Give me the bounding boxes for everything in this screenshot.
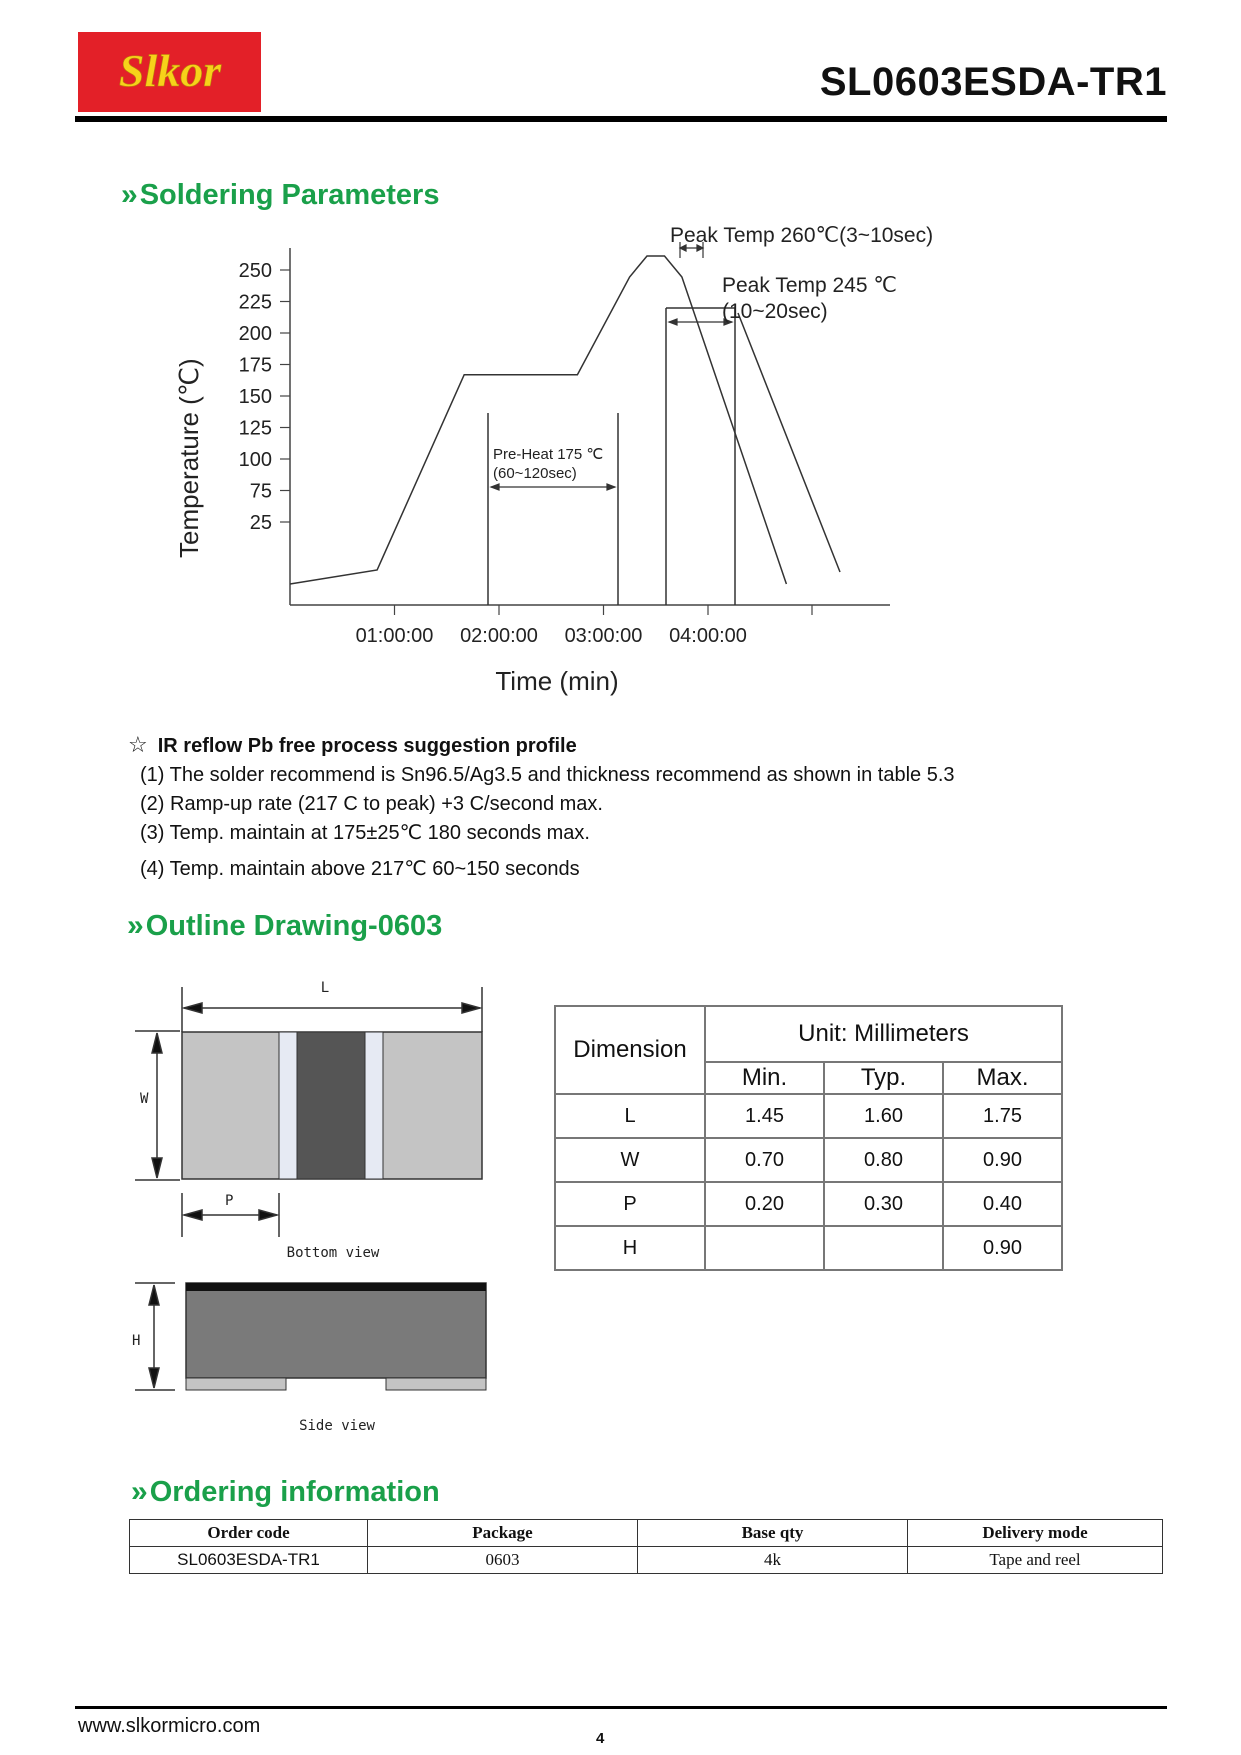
y-ticks — [239, 260, 290, 534]
table-row — [555, 1094, 1062, 1138]
reflow-notes — [128, 730, 1088, 884]
reflow-profile-chart — [160, 224, 1020, 708]
max-header: Max. — [943, 1062, 1062, 1094]
table-row — [555, 1138, 1062, 1182]
typ-cell — [824, 1226, 943, 1270]
notes-heading-text: IR reflow Pb free process suggestion profile — [157, 735, 577, 757]
logo-wordmark — [78, 32, 261, 112]
y-tick-label: 200 — [238, 323, 272, 345]
ordering-table — [129, 1519, 1163, 1574]
y-tick-label: 75 — [249, 480, 272, 503]
min-header: Min. — [705, 1062, 824, 1094]
table-row — [555, 1182, 1062, 1226]
reflow-profile-line — [290, 256, 786, 584]
label-W: W — [140, 1091, 149, 1107]
label-L: L — [320, 980, 330, 996]
base-qty-cell: 4k — [638, 1547, 908, 1574]
star-icon: ☆ — [128, 732, 148, 757]
arrow-head — [607, 484, 615, 490]
note-item: (1) The solder recommend is Sn96.5/Ag3.5 and thickness recommend as shown in table 5.3 — [140, 764, 955, 786]
y-tick-label: 25 — [249, 512, 272, 534]
min-cell: 0.20 — [705, 1182, 824, 1226]
typ-header: Typ. — [824, 1062, 943, 1094]
dimension-table — [554, 1005, 1063, 1271]
x-axis-title: Time (min) — [495, 666, 619, 696]
dim-cell: W — [555, 1138, 705, 1182]
side-view-body — [186, 1283, 486, 1390]
section-title: Soldering Parameters — [139, 179, 440, 211]
dimension-header: Dimension — [555, 1006, 705, 1094]
y-tick-label: 150 — [238, 386, 272, 408]
peak260-label: Peak Temp 260℃(3~10sec) — [670, 224, 934, 247]
section-heading-soldering — [121, 178, 439, 212]
y-tick-label: 225 — [238, 291, 272, 314]
table-header-row — [130, 1520, 1163, 1547]
typ-cell: 1.60 — [824, 1094, 943, 1138]
dim-cell: L — [555, 1094, 705, 1138]
package-header: Package — [368, 1520, 638, 1547]
dim-cell: P — [555, 1182, 705, 1226]
x-tick-label: 01:00:00 — [355, 625, 434, 647]
page-number: 4 — [596, 1730, 605, 1747]
chevron-icon: » — [131, 1475, 148, 1508]
chevron-icon: » — [121, 178, 138, 211]
max-cell: 0.40 — [943, 1182, 1062, 1226]
dimension-L — [182, 987, 482, 1032]
order-code-cell: SL0603ESDA-TR1 — [130, 1547, 368, 1574]
preheat-label-line1: Pre-Heat 175 ℃ — [493, 446, 604, 463]
arrow-head — [491, 484, 499, 490]
section-heading-outline — [127, 909, 442, 943]
section-heading-ordering — [131, 1475, 440, 1509]
label-P: P — [225, 1193, 234, 1209]
base-qty-header: Base qty — [638, 1520, 908, 1547]
max-cell: 1.75 — [943, 1094, 1062, 1138]
typ-cell: 0.30 — [824, 1182, 943, 1226]
y-tick-label: 250 — [238, 260, 272, 282]
chevron-icon: » — [127, 909, 144, 942]
max-cell: 0.90 — [943, 1138, 1062, 1182]
dimension-H — [135, 1283, 175, 1390]
outline-drawing — [120, 975, 500, 1455]
note-item: (3) Temp. maintain at 175±25℃ 180 seconds max. — [140, 822, 590, 844]
table-row — [130, 1547, 1163, 1574]
notes-heading — [128, 730, 1088, 761]
note-item: (2) Ramp-up rate (217 C to peak) +3 C/second max. — [140, 793, 603, 815]
unit-header: Unit: Millimeters — [705, 1006, 1062, 1062]
y-axis-title: Temperature (℃) — [174, 358, 204, 558]
order-code-header: Order code — [130, 1520, 368, 1547]
side-view-caption: Side view — [299, 1418, 375, 1434]
typ-cell: 0.80 — [824, 1138, 943, 1182]
min-cell: 1.45 — [705, 1094, 824, 1138]
y-tick-label: 175 — [238, 354, 272, 377]
footer-divider — [75, 1706, 1167, 1709]
y-tick-label: 125 — [238, 417, 272, 440]
delivery-mode-header: Delivery mode — [908, 1520, 1163, 1547]
package-cell: 0603 — [368, 1547, 638, 1574]
section-title: Outline Drawing-0603 — [145, 910, 443, 942]
x-tick-label: 02:00:00 — [460, 625, 538, 647]
svg-text:Slkor: Slkor — [118, 45, 222, 96]
peak245-label-line1: Peak Temp 245 ℃ — [722, 274, 897, 297]
note-item: (4) Temp. maintain above 217℃ 60~150 seconds — [140, 858, 580, 880]
min-cell — [705, 1226, 824, 1270]
delivery-mode-cell: Tape and reel — [908, 1547, 1163, 1574]
preheat-label-line2: (60~120sec) — [493, 465, 577, 482]
dim-cell: H — [555, 1226, 705, 1270]
bottom-view-caption: Bottom view — [286, 1245, 380, 1261]
label-H: H — [132, 1333, 141, 1349]
document-title: SL0603ESDA-TR1 — [819, 60, 1167, 104]
header-divider — [75, 116, 1167, 122]
min-cell: 0.70 — [705, 1138, 824, 1182]
max-cell: 0.90 — [943, 1226, 1062, 1270]
bottom-view-body — [182, 1032, 482, 1179]
brand-logo — [78, 32, 261, 112]
table-row — [555, 1226, 1062, 1270]
section-title: Ordering information — [149, 1476, 440, 1508]
x-tick-label: 04:00:00 — [669, 625, 747, 647]
y-tick-label: 100 — [238, 449, 272, 471]
cooling-line-outer — [738, 313, 840, 572]
footer-url[interactable]: www.slkormicro.com — [78, 1715, 261, 1737]
peak245-label-line2: (10~20sec) — [722, 300, 828, 323]
arrow-head — [669, 319, 677, 325]
x-ticks — [356, 605, 812, 647]
x-tick-label: 03:00:00 — [564, 625, 643, 647]
